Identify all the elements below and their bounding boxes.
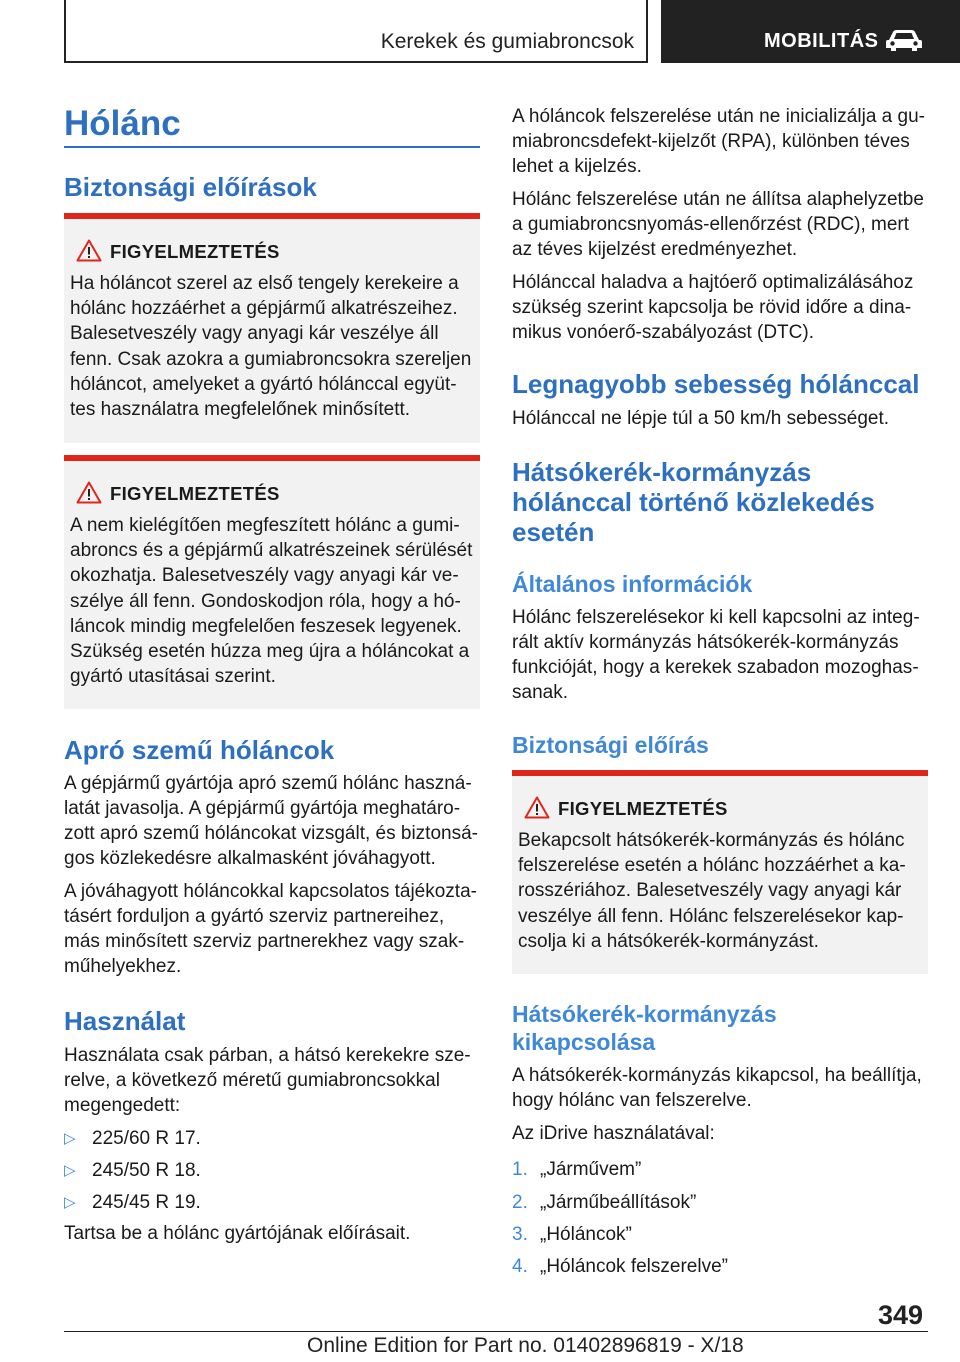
warning-icon (524, 796, 550, 819)
warning-title: FIGYELMEZTETÉS (558, 798, 728, 819)
rdc-paragraph: Hólánc felszerelése után ne állítsa alaphelyzetbe a gumiabroncsnyomás-ellenőrzést (RDC), mert az téves kijelzést eredményezhet. (512, 189, 924, 260)
triangle-bullet-icon: ▷ (64, 1194, 76, 1211)
general-info-heading: Általános információk (512, 571, 753, 597)
car-icon (885, 28, 923, 52)
deactivate-heading: Hátsókerék-kormányzás kikapcsolása (512, 1001, 777, 1055)
usage-paragraph: Használata csak párban, a hátsó kerekekre szerelve, a következő méretű gumiabroncsokkal megengedett: (64, 1045, 471, 1116)
step-text: „Hóláncok” (540, 1224, 632, 1245)
title-rule (64, 146, 480, 148)
warning-box-2 (64, 455, 480, 709)
triangle-bullet-icon: ▷ (64, 1130, 76, 1147)
tire-size: 245/50 R 18. (92, 1160, 201, 1181)
header-section-title: Kerekek és gumiabroncsok (380, 30, 634, 53)
page-number: 349 (878, 1300, 924, 1330)
step-text: „Járműbeállítások” (540, 1192, 697, 1213)
safety-heading: Biztonsági előírások (64, 172, 317, 202)
step-number: 4. (512, 1256, 528, 1277)
page-title: Hólánc (64, 104, 181, 143)
warning-box-3 (512, 770, 928, 974)
warning-icon (76, 481, 102, 504)
max-speed-heading: Legnagyobb sebesség hólánccal (512, 369, 920, 399)
usage-closing: Tartsa be a hólánc gyártójának előírásait. (64, 1223, 411, 1244)
fine-mesh-heading: Apró szemű hóláncok (64, 735, 335, 765)
warning-title: FIGYELMEZTETÉS (110, 483, 280, 504)
warning-icon (76, 239, 102, 262)
safety-rule-heading: Biztonsági előírás (512, 732, 709, 758)
triangle-bullet-icon: ▷ (64, 1162, 76, 1179)
warning-box-1 (64, 213, 480, 443)
step-number: 2. (512, 1192, 528, 1213)
header-chapter-box (661, 0, 960, 63)
fine-mesh-paragraph-1: A gépjármű gyártója apró szemű hólánc használatát javasolja. A gépjármű gyártója meghatározott apró szemű hóláncokat vizsgált, és biztonságos közlekedésre alkalmasként jóváhagyott. (64, 773, 478, 869)
general-info-paragraph: Hólánc felszerelésekor ki kell kapcsolni az integrált aktív kormányzás hátsókerék-kormányzás funkcióját, hogy a kerekek szabadon mozoghassanak. (512, 607, 920, 703)
max-speed-paragraph: Hólánccal ne lépje túl a 50 km/h sebességet. (512, 408, 890, 429)
deactivate-paragraph: A hátsókerék-kormányzás kikapcsol, ha beállítja, hogy hólánc van felszerelve. (512, 1065, 922, 1111)
header-section-box (64, 0, 648, 63)
warning-text: A nem kielégítően megfeszített hólánc a gumiabroncs és a gépjármű alkatrészeinek sérülését okozhatja. Balesetveszély vagy anyagi kár veszélye áll fenn. Gondoskodjon róla, hogy a hóláncok mindig megfelelően feszesek legyenek. Szükség esetén húzza meg újra a hóláncokat a gyártó utasításai szerint. (70, 515, 473, 688)
rear-steering-heading: Hátsókerék-kormányzás hólánccal történő közlekedés esetén (512, 457, 875, 547)
step-number: 3. (512, 1224, 528, 1245)
idrive-paragraph: Az iDrive használatával: (512, 1123, 715, 1144)
warning-title: FIGYELMEZTETÉS (110, 241, 280, 262)
warning-text: Bekapcsolt hátsókerék-kormányzás és hólánc felszerelése esetén a hólánc hozzáérhet a karosszériához. Balesetveszély vagy anyagi kár veszélye áll fenn. Hólánc felszerelésekor kapcsolja ki a hátsókerék-kormányzást. (518, 830, 906, 952)
fine-mesh-paragraph-2: A jóváhagyott hóláncokkal kapcsolatos tájékoztatásért forduljon a gyártó szerviz partnereihez, más minősített szerviz partnerekhez vagy szakműhelyekhez. (64, 881, 477, 977)
footer-rule (64, 1331, 928, 1332)
step-text: „Járművem” (540, 1159, 642, 1180)
rpa-paragraph: A hóláncok felszerelése után ne inicializálja a gumiabroncsdefekt-kijelzőt (RPA), különben téves lehet a kijelzés. (512, 106, 925, 177)
step-number: 1. (512, 1159, 528, 1180)
header-chapter-label: MOBILITÁS (764, 30, 879, 52)
footer-edition: Online Edition for Part no. 01402896819 - X/18 (307, 1334, 744, 1357)
tire-size: 225/60 R 17. (92, 1128, 201, 1149)
step-text: „Hóláncok felszerelve” (540, 1256, 728, 1277)
dtc-paragraph: Hólánccal haladva a hajtóerő optimalizálásához szükség szerint kapcsolja be rövid időre a dinamikus vonóerő-szabályozást (DTC). (512, 272, 914, 343)
warning-text: Ha hóláncot szerel az első tengely kerekeire a hólánc hozzáérhet a gépjármű alkatrészeihez. Balesetveszély vagy anyagi kár veszélye áll fenn. Csak azokra a gumiabroncsokra szereljen hóláncot, amelyeket a gyártó hólánccal együttes használatra megfelelőnek minősített. (70, 273, 472, 421)
usage-heading: Használat (64, 1006, 186, 1036)
tire-size: 245/45 R 19. (92, 1192, 201, 1213)
